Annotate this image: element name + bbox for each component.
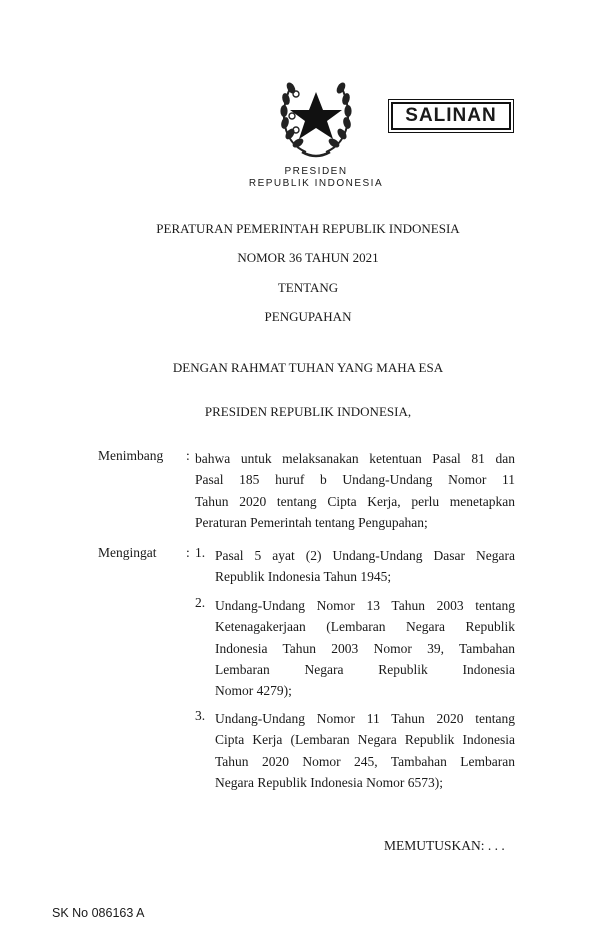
issuer-line: PRESIDEN REPUBLIK INDONESIA, (204, 404, 412, 419)
mengingat-line: Republik Indonesia Tahun 1945; (215, 569, 392, 585)
mengingat-line: Tahun 2020 Nomor 245, Tambahan Lembaran (215, 753, 515, 769)
menimbang-line: Peraturan Pemerintah tentang Pengupahan; (195, 514, 428, 530)
mengingat-item-number: 2. (195, 595, 206, 610)
regulation-title: PERATURAN PEMERINTAH REPUBLIK INDONESIA (156, 221, 460, 236)
regulation-subject: PENGUPAHAN (264, 309, 352, 324)
mengingat-colon: : (186, 545, 190, 560)
mengingat-line: Nomor 4279); (215, 683, 292, 699)
mengingat-line: Indonesia Tahun 2003 Nomor 39, Tambahan (215, 640, 515, 656)
mengingat-line: Pasal 5 ayat (2) Undang-Undang Dasar Negara (215, 548, 515, 563)
mengingat-item-1 (215, 545, 515, 588)
presiden-caption: PRESIDEN (284, 166, 348, 177)
mengingat-item-number: 3. (195, 708, 206, 723)
sk-number: SK No 086163 A (52, 906, 145, 920)
menimbang-line: bahwa untuk melaksanakan ketentuan Pasal 81 dan (195, 451, 515, 466)
regulation-number: NOMOR 36 TAHUN 2021 (237, 250, 379, 265)
blessing-line: DENGAN RAHMAT TUHAN YANG MAHA ESA (172, 360, 444, 375)
menimbang-line: Pasal 185 huruf b Undang-Undang Nomor 11 (195, 472, 515, 488)
mengingat-line: Negara Republik Indonesia Nomor 6573); (215, 774, 443, 790)
mengingat-line: Cipta Kerja (Lembaran Negara Republik Indonesia (215, 732, 515, 748)
menimbang-colon: : (186, 448, 190, 463)
mengingat-line: Ketenagakerjaan (Lembaran Negara Republik (215, 619, 515, 635)
mengingat-item-3 (215, 708, 515, 793)
regulation-tentang: TENTANG (277, 280, 339, 295)
continuation-marker: MEMUTUSKAN: . . . (384, 838, 505, 853)
mengingat-item-2 (215, 595, 515, 701)
menimbang-line: Tahun 2020 tentang Cipta Kerja, perlu menetapkan (195, 493, 515, 509)
menimbang-label: Menimbang (98, 448, 164, 463)
mengingat-line: Undang-Undang Nomor 11 Tahun 2020 tentang (215, 711, 515, 726)
menimbang-paragraph (195, 448, 515, 533)
mengingat-item-number: 1. (195, 545, 206, 560)
mengingat-label: Mengingat (98, 545, 157, 560)
salinan-stamp: SALINAN (391, 102, 511, 130)
mengingat-line: Undang-Undang Nomor 13 Tahun 2003 tentang (215, 598, 515, 613)
republik-caption: REPUBLIK INDONESIA (248, 178, 384, 189)
mengingat-line: Lembaran Negara Republik Indonesia (215, 661, 515, 677)
presidential-emblem-icon (272, 68, 360, 160)
